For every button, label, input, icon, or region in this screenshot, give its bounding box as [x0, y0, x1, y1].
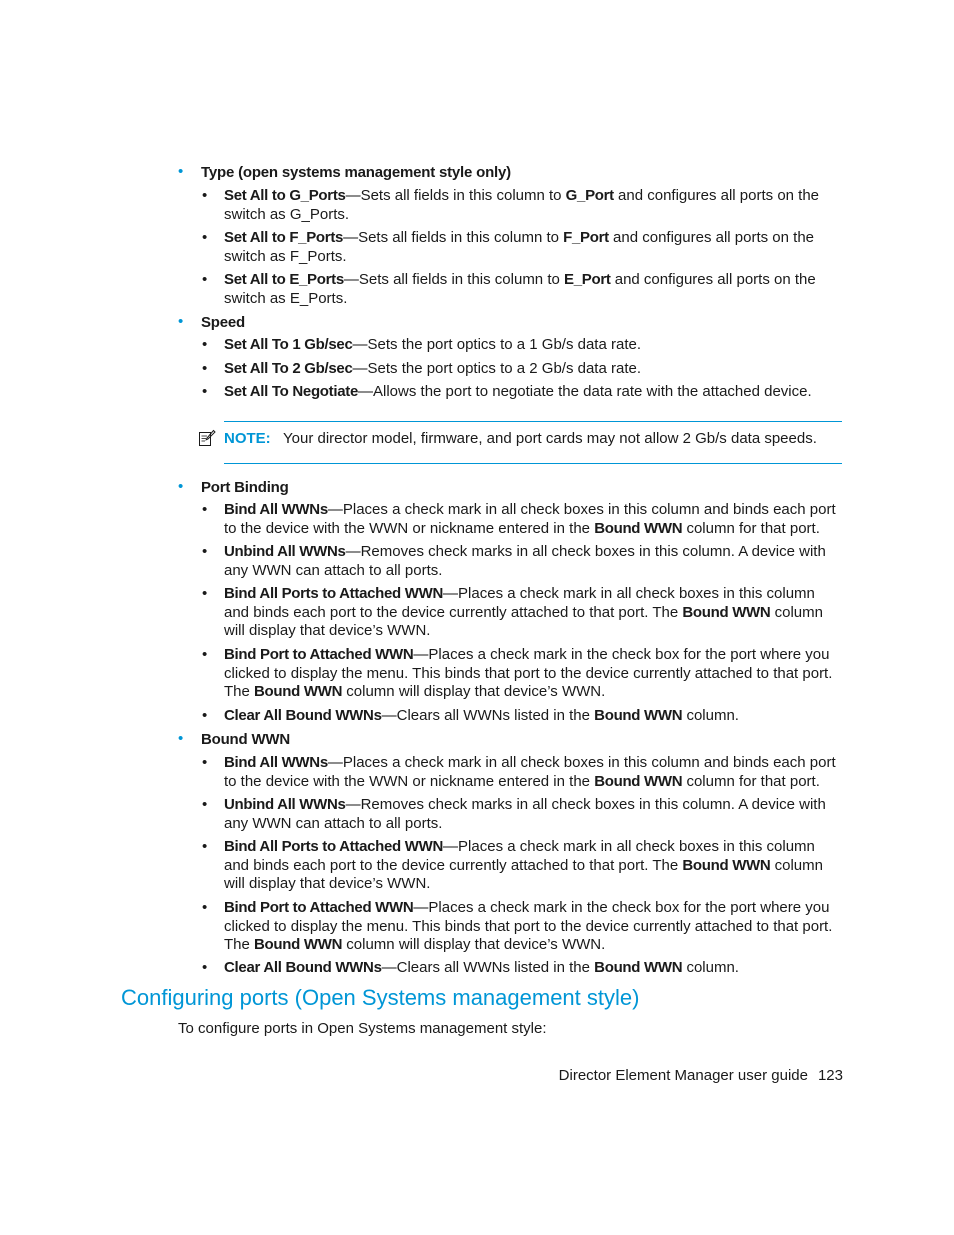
item-bullet: •	[202, 754, 208, 771]
item-dash: —	[327, 501, 343, 518]
intro-paragraph: To configure ports in Open Systems management style:	[178, 1020, 547, 1037]
item-dash: —	[352, 336, 368, 353]
item-text: Places a check mark in the check box for the port where you clicked to display the menu. This binds that port to the device currently attached to that port. The	[224, 899, 833, 953]
item-dash: —	[345, 187, 361, 204]
item-dash: —	[413, 646, 429, 663]
item-bold: Bound WWN	[594, 959, 683, 976]
item-bullet: •	[202, 959, 208, 976]
item-text: Places a check mark in the check box for the port where you clicked to display the menu. This binds that port to the device currently attached to that port. The	[224, 646, 833, 700]
item-text: Sets all fields in this column to	[360, 187, 566, 204]
item-dash: —	[345, 796, 361, 813]
item-term: Unbind All WWNs	[224, 796, 346, 813]
item-dash: —	[352, 360, 368, 377]
item-bold: Bound WWN	[594, 707, 683, 724]
item-term: Bind Port to Attached WWN	[224, 646, 414, 663]
item-bullet: •	[202, 187, 208, 204]
item-bold: G_Port	[565, 187, 614, 204]
item-bullet: •	[202, 229, 208, 246]
section-label: Type (open systems management style only)	[201, 164, 511, 181]
item-term: Set All to G_Ports	[224, 187, 346, 204]
item-bold: E_Port	[564, 271, 611, 288]
item-bold: Bound WWN	[594, 519, 683, 537]
page-footer	[559, 1067, 843, 1085]
section-bullet: •	[178, 478, 184, 495]
item-text: and configures all ports on the switch as F_Ports.	[224, 229, 815, 265]
item-dash: —	[345, 543, 361, 560]
item-bold: Bound WWN	[254, 936, 343, 953]
item-text: column will display that device’s WWN.	[224, 856, 823, 892]
item-bullet: •	[202, 501, 208, 518]
item-text: and configures all ports on the switch as G_Ports.	[224, 187, 820, 223]
section-label: Bound WWN	[201, 731, 290, 748]
item-text: Places a check mark in all check boxes in this column and binds each port to the device currently attached to that port. The	[224, 838, 815, 874]
item-text: Removes check marks in all check boxes in this column. A device with any WWN can attach to all ports.	[224, 543, 826, 579]
item-text: column.	[682, 707, 739, 724]
item-text: Sets all fields in this column to	[358, 229, 564, 246]
section-bullet: •	[178, 313, 184, 330]
item-term: Bind All WWNs	[224, 501, 328, 518]
note-text: Your director model, firmware, and port cards may not allow 2 Gb/s data speeds.	[283, 430, 817, 447]
item-bold: Bound WWN	[682, 603, 771, 621]
item-bullet: •	[202, 646, 208, 663]
item-bullet: •	[202, 585, 208, 602]
page-number: 123	[817, 1067, 843, 1084]
item-term: Unbind All WWNs	[224, 543, 346, 560]
item-bold: Bound WWN	[594, 772, 683, 790]
item-term: Clear All Bound WWNs	[224, 707, 382, 724]
item-dash: —	[327, 754, 343, 771]
item-dash: —	[443, 585, 459, 602]
item-bold: Bound WWN	[682, 856, 771, 874]
item-text: Places a check mark in all check boxes in this column and binds each port to the device with the WWN or nickname entered in the	[224, 754, 836, 790]
item-dash: —	[358, 383, 374, 400]
item-bullet: •	[202, 796, 208, 813]
item-dash: —	[381, 707, 397, 724]
item-term: Set All To Negotiate	[224, 383, 359, 400]
item-term: Bind All WWNs	[224, 754, 328, 771]
note-label: NOTE:	[224, 430, 271, 447]
item-text: column will display that device’s WWN.	[342, 936, 606, 953]
item-text: Sets the port optics to a 1 Gb/s data rate.	[367, 336, 642, 353]
section-label: Speed	[201, 314, 246, 331]
item-text: Places a check mark in all check boxes in this column and binds each port to the device currently attached to that port. The	[224, 585, 815, 621]
item-text: column for that port.	[682, 772, 820, 790]
item-term: Bind Port to Attached WWN	[224, 899, 414, 916]
item-text: column for that port.	[682, 519, 820, 537]
item-term: Bind All Ports to Attached WWN	[224, 585, 444, 602]
item-text: Clears all WWNs listed in the	[396, 959, 595, 976]
item-bullet: •	[202, 271, 208, 288]
section-heading: Configuring ports (Open Systems management style)	[121, 985, 640, 1010]
item-text: Clears all WWNs listed in the	[396, 707, 595, 724]
item-term: Bind All Ports to Attached WWN	[224, 838, 444, 855]
item-bullet: •	[202, 336, 208, 353]
item-bold: Bound WWN	[254, 683, 343, 700]
item-text: Allows the port to negotiate the data rate with the attached device.	[373, 383, 812, 400]
section-bullet: •	[178, 730, 184, 747]
note-icon	[198, 429, 216, 447]
item-dash: —	[343, 229, 359, 246]
footer-title: Director Element Manager user guide	[558, 1067, 808, 1084]
item-text: column will display that device’s WWN.	[224, 603, 823, 639]
item-text: Removes check marks in all check boxes in this column. A device with any WWN can attach to all ports.	[224, 796, 826, 832]
section-bullet: •	[178, 163, 184, 180]
item-bullet: •	[202, 838, 208, 855]
item-bullet: •	[202, 707, 208, 724]
item-dash: —	[343, 271, 359, 288]
item-text: Places a check mark in all check boxes in this column and binds each port to the device with the WWN or nickname entered in the	[224, 501, 836, 537]
item-text: column will display that device’s WWN.	[342, 683, 606, 700]
item-text: Sets all fields in this column to	[358, 271, 564, 288]
item-dash: —	[413, 899, 429, 916]
item-text: Sets the port optics to a 2 Gb/s data rate.	[367, 360, 642, 377]
item-term: Set All to F_Ports	[224, 229, 344, 246]
item-bullet: •	[202, 899, 208, 916]
item-dash: —	[381, 959, 397, 976]
note-rule-bottom	[224, 463, 842, 464]
item-term: Clear All Bound WWNs	[224, 959, 382, 976]
item-bold: F_Port	[563, 229, 609, 246]
item-term: Set All to E_Ports	[224, 271, 344, 288]
item-text: column.	[682, 959, 739, 976]
item-bullet: •	[202, 543, 208, 560]
item-dash: —	[443, 838, 459, 855]
item-term: Set All To 2 Gb/sec	[224, 360, 353, 377]
item-bullet: •	[202, 360, 208, 377]
item-bullet: •	[202, 383, 208, 400]
section-label: Port Binding	[201, 479, 289, 496]
note-rule-top	[224, 421, 842, 422]
item-text: and configures all ports on the switch as E_Ports.	[224, 271, 816, 307]
item-term: Set All To 1 Gb/sec	[224, 336, 353, 353]
